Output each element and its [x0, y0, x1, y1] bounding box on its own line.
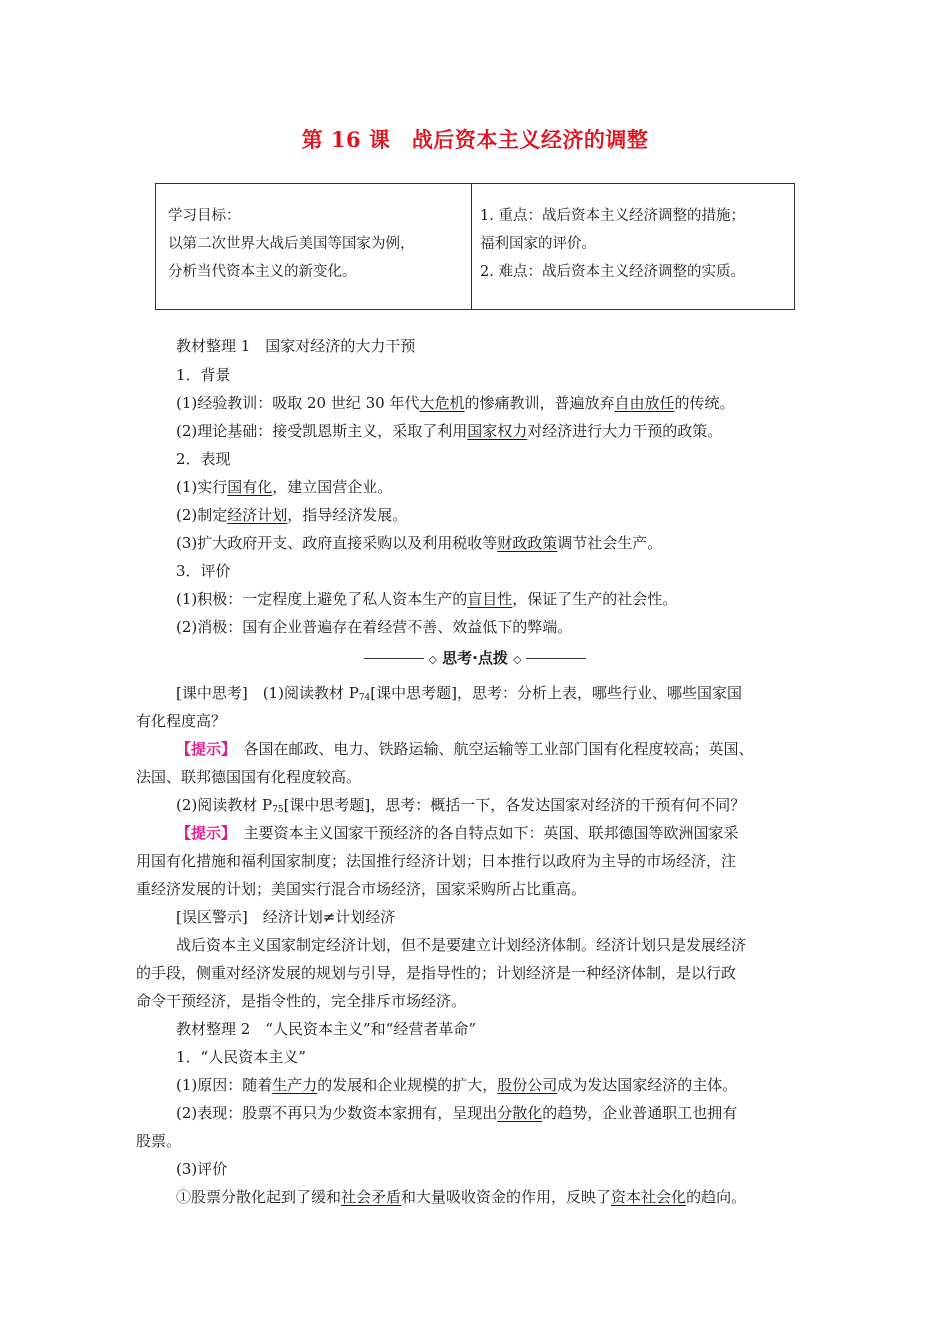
subheading: 3．评价	[176, 562, 231, 580]
paragraph: (3)扩大政府开支、政府直接采购以及利用税收等财政政策调节社会生产。	[176, 534, 663, 552]
paragraph: 股票。	[136, 1132, 182, 1150]
answer-cont: 重经济发展的计划；美国实行混合市场经济，国家采购所占比重高。	[136, 880, 587, 898]
fill-answer: 分散化	[497, 1104, 543, 1122]
fill-answer: 大危机	[419, 394, 465, 412]
page-title: 第 16 课 战后资本主义经济的调整	[301, 127, 649, 152]
fill-answer: 国家权力	[467, 422, 528, 440]
fill-answer: 自由放任	[614, 394, 675, 412]
divider-label: 思考·点拨	[442, 649, 508, 667]
fill-answer: 社会矛盾	[341, 1188, 402, 1206]
section-heading: 教材整理 1 国家对经济的大力干预	[176, 337, 416, 355]
fill-answer: 经济计划	[227, 506, 288, 524]
question: (2)阅读教材 $P_{75}$[课中思考题]，思考：概括一下，各发达国家对经济的干预有何不同？	[176, 796, 746, 815]
subheading: (3)评价	[176, 1160, 228, 1178]
learning-goals-table	[155, 183, 795, 310]
section-heading: 教材整理 2 “人民资本主义”和“经营者革命”	[176, 1020, 476, 1038]
diamond-icon: ◇	[513, 653, 522, 666]
paragraph: (2)理论基础：接受凯恩斯主义，采取了利用国家权力对经济进行大力干预的政策。	[176, 422, 723, 440]
answer: 【提示】 各国在邮政、电力、铁路运输、航空运输等工业部门国有化程度较高；英国、	[176, 740, 754, 758]
divider-rule	[526, 658, 586, 659]
tip-label: 【提示】	[176, 824, 229, 842]
key-point-line: 1. 重点：战后资本主义经济调整的措施；	[480, 208, 745, 224]
fill-answer: 资本社会化	[611, 1188, 687, 1206]
goals-text-line: 以第二次世界大战后美国等国家为例，	[168, 236, 415, 252]
paragraph: 的手段，侧重对经济发展的规划与引导，是指导性的；计划经济是一种经济体制，是以行政	[136, 964, 737, 982]
paragraph: ①股票分散化起到了缓和社会矛盾和大量吸收资金的作用，反映了资本社会化的趋向。	[176, 1188, 747, 1206]
fill-answer: 盲目性	[467, 590, 513, 608]
goals-right-cell	[472, 184, 794, 309]
subheading: 1．“人民资本主义”	[176, 1048, 306, 1066]
divider-rule	[364, 658, 424, 659]
question-cont: 有化程度高？	[136, 712, 227, 730]
fill-answer: 国有化	[227, 478, 273, 496]
paragraph: (2)表现：股票不再只为少数资本家拥有，呈现出分散化的趋势，企业普通职工也拥有	[176, 1104, 738, 1122]
goals-text-line: 分析当代资本主义的新变化。	[168, 264, 357, 280]
difficulty-line: 2. 难点：战后资本主义经济调整的实质。	[480, 264, 745, 280]
paragraph: 命令干预经济，是指令性的，完全排斥市场经济。	[136, 992, 467, 1010]
answer: 【提示】 主要资本主义国家干预经济的各自特点如下：英国、联邦德国等欧洲国家采	[176, 824, 739, 842]
tip-label: 【提示】	[176, 740, 229, 758]
fill-answer: 股份公司	[497, 1076, 558, 1094]
fill-answer: 财政政策	[497, 534, 558, 552]
answer-cont: 法国、联邦德国国有化程度较高。	[136, 768, 362, 786]
goals-label: 学习目标：	[168, 208, 241, 224]
paragraph: 战后资本主义国家制定经济计划，但不是要建立计划经济体制。经济计划只是发展经济	[176, 936, 747, 954]
think-divider	[0, 647, 950, 668]
answer-cont: 用国有化措施和福利国家制度；法国推行经济计划；日本推行以政府为主导的市场经济，注	[136, 852, 737, 870]
diamond-icon: ◇	[428, 653, 437, 666]
warning-title: [误区警示] 经济计划≠计划经济	[176, 908, 396, 926]
paragraph: (2)制定经济计划，指导经济发展。	[176, 506, 408, 524]
paragraph: (1)积极：一定程度上避免了私人资本生产的盲目性，保证了生产的社会性。	[176, 590, 678, 608]
fill-answer: 生产力	[272, 1076, 318, 1094]
question: [课中思考] (1)阅读教材 $P_{74}$[课中思考题]，思考：分析上表，哪些行业、哪些国家国	[176, 684, 742, 703]
key-point-line: 福利国家的评价。	[480, 236, 596, 252]
paragraph: (1)经验教训：吸取 20 世纪 30 年代大危机的惨痛教训，普遍放弃自由放任的传统。	[176, 394, 735, 412]
goals-left-cell	[156, 184, 472, 309]
paragraph: (1)原因：随着生产力的发展和企业规模的扩大，股份公司成为发达国家经济的主体。	[176, 1076, 738, 1094]
paragraph: (2)消极：国有企业普遍存在着经营不善、效益低下的弊端。	[176, 618, 573, 636]
subheading: 2．表现	[176, 450, 231, 468]
paragraph: (1)实行国有化，建立国营企业。	[176, 478, 393, 496]
subheading: 1．背景	[176, 366, 231, 384]
